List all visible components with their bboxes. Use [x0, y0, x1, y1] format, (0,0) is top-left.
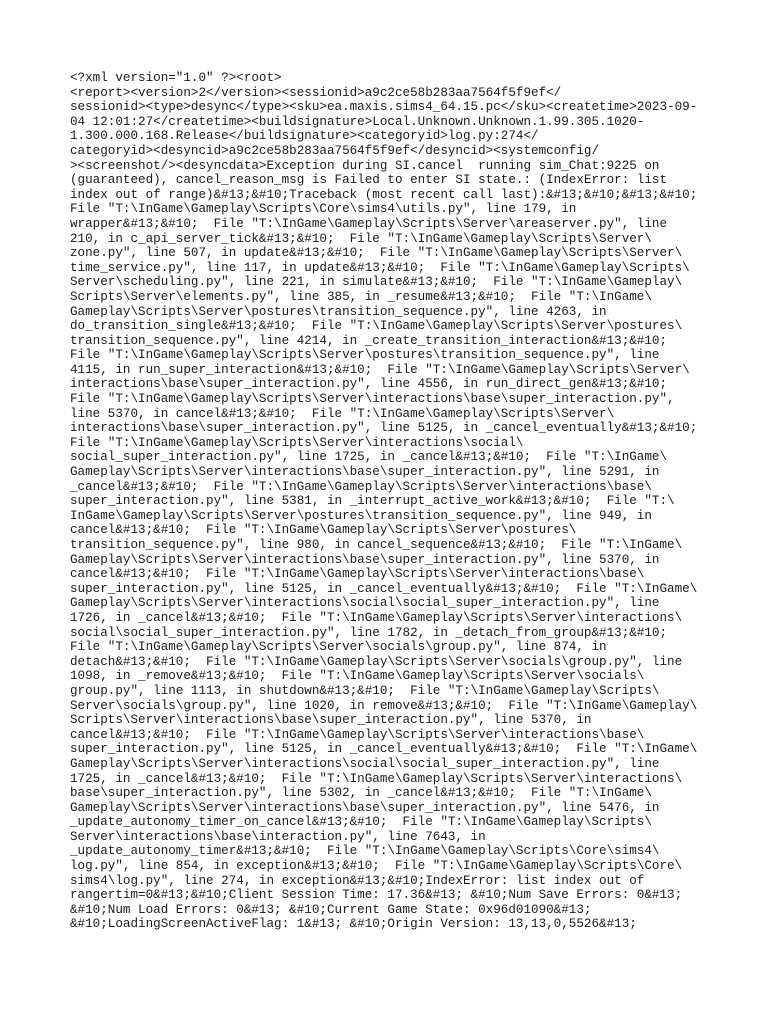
report-text-line: index out of range)&#13;&#10;Traceback (most recent call last):&#13;&#10;&#13;&#10; — [70, 187, 698, 202]
report-text-line: (guaranteed), cancel_reason_msg is Failed to enter SI state.: (IndexError: list — [70, 173, 668, 188]
report-text-line: Server\scheduling.py", line 221, in simulate&#13;&#10; File "T:\InGame\Gameplay\ — [70, 275, 683, 290]
report-text-line: super_interaction.py", line 5125, in _cancel_eventually&#13;&#10; File "T:\InGame\ — [70, 742, 698, 757]
report-text-line: _update_autonomy_timer&#13;&#10; File "T:\InGame\Gameplay\Scripts\Core\sims4\ — [70, 844, 660, 859]
report-text-line: _update_autonomy_timer_on_cancel&#13;&#10; File "T:\InGame\Gameplay\Scripts\ — [70, 815, 652, 830]
report-text-line: Server\interactions\base\interaction.py", line 7643, in — [70, 829, 486, 844]
report-text-line: super_interaction.py", line 5381, in _interrupt_active_work&#13;&#10; File "T:\ — [70, 494, 675, 509]
report-text-line: rangertim=0&#13;&#10;Client Session Time: 17.36&#13; &#10;Num Save Errors: 0&#13; — [70, 888, 683, 903]
report-text-line: InGame\Gameplay\Scripts\Server\postures\transition_sequence.py", line 949, in — [70, 508, 652, 523]
report-text-line: sims4\log.py", line 274, in exception&#13;&#10;IndexError: list index out of — [70, 873, 645, 888]
report-text-line: social_super_interaction.py", line 1725, in _cancel&#13;&#10; File "T:\InGame\ — [70, 450, 668, 465]
report-text-line: <?xml version="1.0" ?><root> — [70, 71, 282, 85]
report-text-line: Gameplay\Scripts\Server\interactions\base\super_interaction.py", line 5291, in — [70, 465, 660, 480]
report-text-line: &#10;Num Load Errors: 0&#13; &#10;Current Game State: 0x96d01090&#13; — [70, 902, 592, 917]
report-text-line: 1.300.000.168.Release</buildsignature><categoryid>log.py:274</ — [70, 129, 539, 144]
report-text-line: File "T:\InGame\Gameplay\Scripts\Server\socials\group.py", line 874, in — [70, 640, 607, 655]
report-text-line: super_interaction.py", line 5125, in _cancel_eventually&#13;&#10; File "T:\InGame\ — [70, 581, 698, 596]
report-text-line: &#10;LoadingScreenActiveFlag: 1&#13; &#10;Origin Version: 13,13,0,5526&#13; — [70, 917, 637, 932]
report-text-line: 1098, in _remove&#13;&#10; File "T:\InGame\Gameplay\Scripts\Server\socials\ — [70, 669, 645, 684]
report-text-line: cancel&#13;&#10; File "T:\InGame\Gameplay\Scripts\Server\interactions\base\ — [70, 567, 645, 582]
report-text-line: interactions\base\super_interaction.py", line 4556, in run_direct_gen&#13;&#10; — [70, 377, 668, 392]
report-text-line: log.py", line 854, in exception&#13;&#10; File "T:\InGame\Gameplay\Scripts\Core\ — [70, 859, 683, 874]
report-text-line: Gameplay\Scripts\Server\interactions\social\social_super_interaction.py", line — [70, 596, 660, 611]
report-text-line: File "T:\InGame\Gameplay\Scripts\Server\interactions\base\super_interaction.py", — [70, 392, 675, 407]
report-text-line: sessionid><type>desync</type><sku>ea.maxis.sims4_64.15.pc</sku><createtime>2023-09- — [70, 100, 698, 115]
report-text-line: 1726, in _cancel&#13;&#10; File "T:\InGame\Gameplay\Scripts\Server\interactions\ — [70, 610, 683, 625]
report-text-line: wrapper&#13;&#10; File "T:\InGame\Gameplay\Scripts\Server\areaserver.py", line — [70, 216, 668, 231]
report-text-line: File "T:\InGame\Gameplay\Scripts\Server\interactions\social\ — [70, 435, 524, 450]
report-text-line: <report><version>2</version><sessionid>a9c2ce58b283aa7564f5f9ef</ — [70, 85, 562, 100]
report-text-line: 04 12:01:27</createtime><buildsignature>Local.Unknown.Unknown.1.99.305.1020- — [70, 114, 645, 129]
report-text-line: File "T:\InGame\Gameplay\Scripts\Core\sims4\utils.py", line 179, in — [70, 202, 577, 217]
report-text-line: transition_sequence.py", line 980, in cancel_sequence&#13;&#10; File "T:\InGame\ — [70, 538, 683, 552]
report-text-line: Gameplay\Scripts\Server\interactions\base\super_interaction.py", line 5476, in — [70, 800, 660, 815]
report-text-line: time_service.py", line 117, in update&#13;&#10; File "T:\InGame\Gameplay\Scripts\ — [70, 260, 690, 275]
report-text-line: Server\socials\group.py", line 1020, in remove&#13;&#10; File "T:\InGame\Gameplay\ — [70, 698, 698, 713]
report-text-line: 210, in c_api_server_tick&#13;&#10; File "T:\InGame\Gameplay\Scripts\Server\ — [70, 231, 652, 246]
report-text-line: Scripts\Server\elements.py", line 385, in _resume&#13;&#10; File "T:\InGame\ — [70, 289, 652, 304]
report-text-line: categoryid><desyncid>a9c2ce58b283aa7564f5f9ef</desyncid><systemconfig/ — [70, 143, 600, 158]
report-text-line: Scripts\Server\interactions\base\super_interaction.py", line 5370, in — [70, 713, 592, 728]
report-text-line: zone.py", line 507, in update&#13;&#10; File "T:\InGame\Gameplay\Scripts\Server\ — [70, 246, 683, 261]
report-text-line: 4115, in run_super_interaction&#13;&#10; File "T:\InGame\Gameplay\Scripts\Server\ — [70, 362, 690, 377]
report-text-line: Gameplay\Scripts\Server\interactions\social\social_super_interaction.py", line — [70, 756, 660, 771]
report-text-line: base\super_interaction.py", line 5302, in _cancel&#13;&#10; File "T:\InGame\ — [70, 786, 652, 801]
report-text-line: Gameplay\Scripts\Server\postures\transition_sequence.py", line 4263, in — [70, 304, 607, 319]
report-text-line: social\social_super_interaction.py", line 1782, in _detach_from_group&#13;&#10; — [70, 625, 668, 640]
report-text-line: interactions\base\super_interaction.py", line 5125, in _cancel_eventually&#13;&#10; — [70, 421, 698, 436]
report-text-line: group.py", line 1113, in shutdown&#13;&#10; File "T:\InGame\Gameplay\Scripts\ — [70, 683, 660, 698]
report-text-line: ><screenshot/><desyncdata>Exception during SI.cancel running sim_Chat:9225 on — [70, 158, 660, 173]
report-text-line: File "T:\InGame\Gameplay\Scripts\Server\postures\transition_sequence.py", line — [70, 348, 660, 363]
report-text-line: _cancel&#13;&#10; File "T:\InGame\Gameplay\Scripts\Server\interactions\base\ — [70, 479, 652, 494]
report-text-line: detach&#13;&#10; File "T:\InGame\Gameplay\Scripts\Server\socials\group.py", line — [70, 654, 683, 669]
report-text-line: cancel&#13;&#10; File "T:\InGame\Gameplay\Scripts\Server\interactions\base\ — [70, 727, 645, 742]
crash-report-text — [70, 71, 700, 932]
report-text-line: Gameplay\Scripts\Server\interactions\base\super_interaction.py", line 5370, in — [70, 552, 660, 567]
report-text-line: do_transition_single&#13;&#10; File "T:\InGame\Gameplay\Scripts\Server\postures\ — [70, 319, 683, 334]
report-text-line: line 5370, in cancel&#13;&#10; File "T:\InGame\Gameplay\Scripts\Server\ — [70, 406, 615, 421]
report-text-line: 1725, in _cancel&#13;&#10; File "T:\InGame\Gameplay\Scripts\Server\interactions\ — [70, 771, 683, 786]
report-text-line: transition_sequence.py", line 4214, in _create_transition_interaction&#13;&#10; — [70, 333, 668, 348]
report-text-line: cancel&#13;&#10; File "T:\InGame\Gameplay\Scripts\Server\postures\ — [70, 523, 577, 538]
